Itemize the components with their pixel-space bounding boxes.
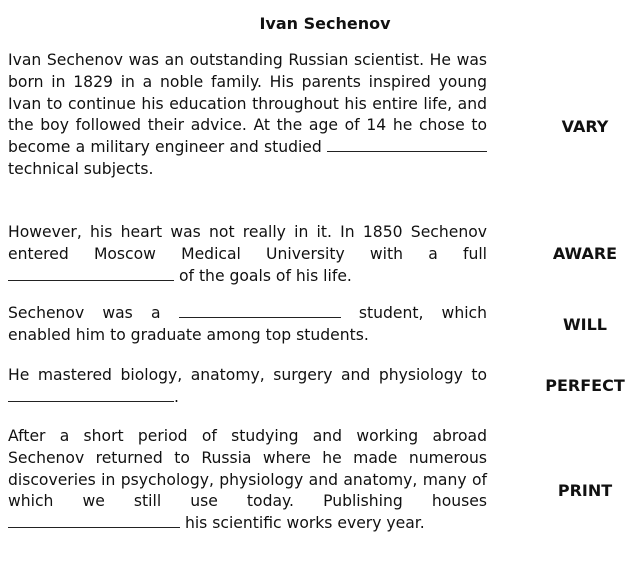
paragraph-5-text-before: After a short period of studying and working abroad Sechenov returned to Russia where he made numerous discoveries in psychology, physiology and anatomy, many of which we still use today. Publishing houses — [8, 427, 487, 511]
paragraph-4-text-after: . — [174, 387, 179, 406]
keyword-1: VARY — [561, 117, 609, 136]
answer-blank-4[interactable] — [8, 387, 174, 402]
page-title: Ivan Sechenov — [259, 14, 391, 33]
paragraph-5 — [8, 426, 487, 535]
answer-blank-1[interactable] — [327, 137, 487, 152]
paragraph-3-text-before: Sechenov was a — [8, 304, 179, 322]
keyword-5: PRINT — [557, 481, 613, 500]
paragraph-2 — [8, 222, 487, 287]
paragraph-2-text-after: of the goals of his life. — [174, 266, 352, 285]
paragraph-1-text-before: Ivan Sechenov was an outstanding Russian scientist. He was born in 1829 in a noble family. His parents inspired young Ivan to continue his education throughout his entire life, and the boy followed their advice. At the age of 14 he chose to become a military engineer and studied — [8, 51, 487, 157]
paragraph-3-text-after: student, which enabled him to graduate among top students. — [8, 304, 487, 344]
answer-blank-2[interactable] — [8, 266, 174, 281]
paragraph-4 — [8, 365, 487, 409]
keyword-4: PERFECT — [545, 376, 625, 395]
paragraph-3 — [8, 303, 487, 347]
answer-blank-3[interactable] — [179, 303, 341, 318]
answer-blank-5[interactable] — [8, 513, 180, 528]
keyword-3: WILL — [563, 315, 607, 334]
paragraph-4-text-before: He mastered biology, anatomy, surgery and physiology to — [8, 366, 487, 384]
paragraph-2-text-before: However, his heart was not really in it. In 1850 Sechenov entered Moscow Medical University with a full — [8, 223, 487, 263]
paragraph-1 — [8, 50, 487, 181]
keyword-2: AWARE — [552, 244, 618, 263]
paragraph-1-text-after: technical subjects. — [8, 159, 154, 178]
paragraph-5-text-after: his scientific works every year. — [180, 514, 425, 533]
